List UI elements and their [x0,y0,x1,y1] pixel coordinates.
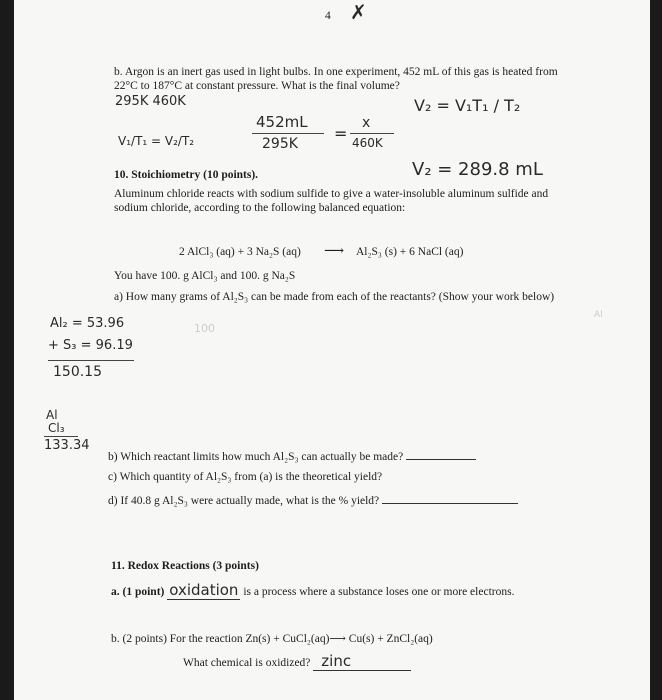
hw-sum-line [48,360,134,361]
hw-formula: V₂ = V₁T₁ / T₂ [414,96,521,115]
corner-mark: ✗ [350,0,367,24]
q11-heading: 11. Redox Reactions (3 points) [111,560,259,572]
q11-part-b-line: b. (2 points) For the reaction Zn(s) + CuCl₂(aq)⟶ Cu(s) + ZnCl₂(aq) [111,633,433,645]
hw-133: 133.34 [44,438,90,453]
part-b-answer-line[interactable] [406,449,476,460]
hw-charles: V₁/T₁ = V₂/T₂ [118,134,195,148]
hw-sum: 150.15 [53,364,102,380]
q11-part-b-question-text: What chemical is oxidized? [183,657,311,669]
worksheet-page [14,0,650,700]
part-a: a) How many grams of Al₂S₃ can be made from each of the reactants? (Show your work below) [114,291,555,303]
q-b-line1: b. Argon is an inert gas used in light bulbs. In one experiment, 452 mL of this gas is heated from [114,66,558,78]
hw-fraction-bar [252,133,324,134]
q11-part-a-rest: is a process where a substance loses one or more electrons. [243,586,515,598]
part-b-text: b) Which reactant limits how much Al₂S₃ can actually be made? [108,451,404,463]
equation-left: 2 AlCl₃ (aq) + 3 Na₂S (aq) [179,246,301,258]
hw-x-num: x [362,115,371,131]
q11-part-a-label: a. (1 point) [111,586,165,598]
q10-line1: Aluminum chloride reacts with sodium sulfide to give a water-insoluble aluminum sulfide and [114,188,549,200]
hw-sub-den: 295K [262,136,298,152]
hw-x-bar [350,133,394,134]
equation-right: Al₂S₃ (s) + 6 NaCl (aq) [356,246,464,258]
page-number: 4 [325,10,331,22]
q11-part-b-answer[interactable]: zinc [313,652,411,671]
equation-arrow: ⟶ [324,244,345,259]
hw-al2: Al₂ = 53.96 [50,316,125,331]
hw-eq: = [334,124,348,143]
q10-line2: sodium chloride, according to the following balanced equation: [114,202,406,214]
part-b [108,449,476,463]
have-text: You have 100. g AlCl₃ and 100. g Na₂S [114,270,296,282]
part-d-text: d) If 40.8 g Al₂S₃ were actually made, what is the % yield? [108,495,380,507]
hw-faint: 100 [194,322,215,335]
q10-heading: 10. Stoichiometry (10 points). [114,169,259,181]
hw-sub-num: 452mL [256,113,308,131]
part-d-answer-line[interactable] [382,493,518,504]
hw-cl3: Cl₃ [48,421,65,435]
hw-cl-line [44,436,78,437]
hw-al: Al [46,408,58,422]
hw-x-den: 460K [352,136,383,150]
q11-part-a-answer[interactable]: oxidation [169,581,239,599]
hw-s3: + S₃ = 96.19 [48,338,133,353]
q11-part-a [111,581,514,600]
part-c: c) Which quantity of Al₂S₃ from (a) is the theoretical yield? [108,471,383,483]
hw-answer: V₂ = 289.8 mL [412,159,543,180]
q-b-line2: 22°C to 187°C at constant pressure. What is the final volume? [114,80,400,92]
part-d [108,493,518,507]
hw-temps: 295K 460K [115,94,186,109]
q11-part-b-question [183,652,411,671]
hw-faint-right: Al [594,310,603,320]
